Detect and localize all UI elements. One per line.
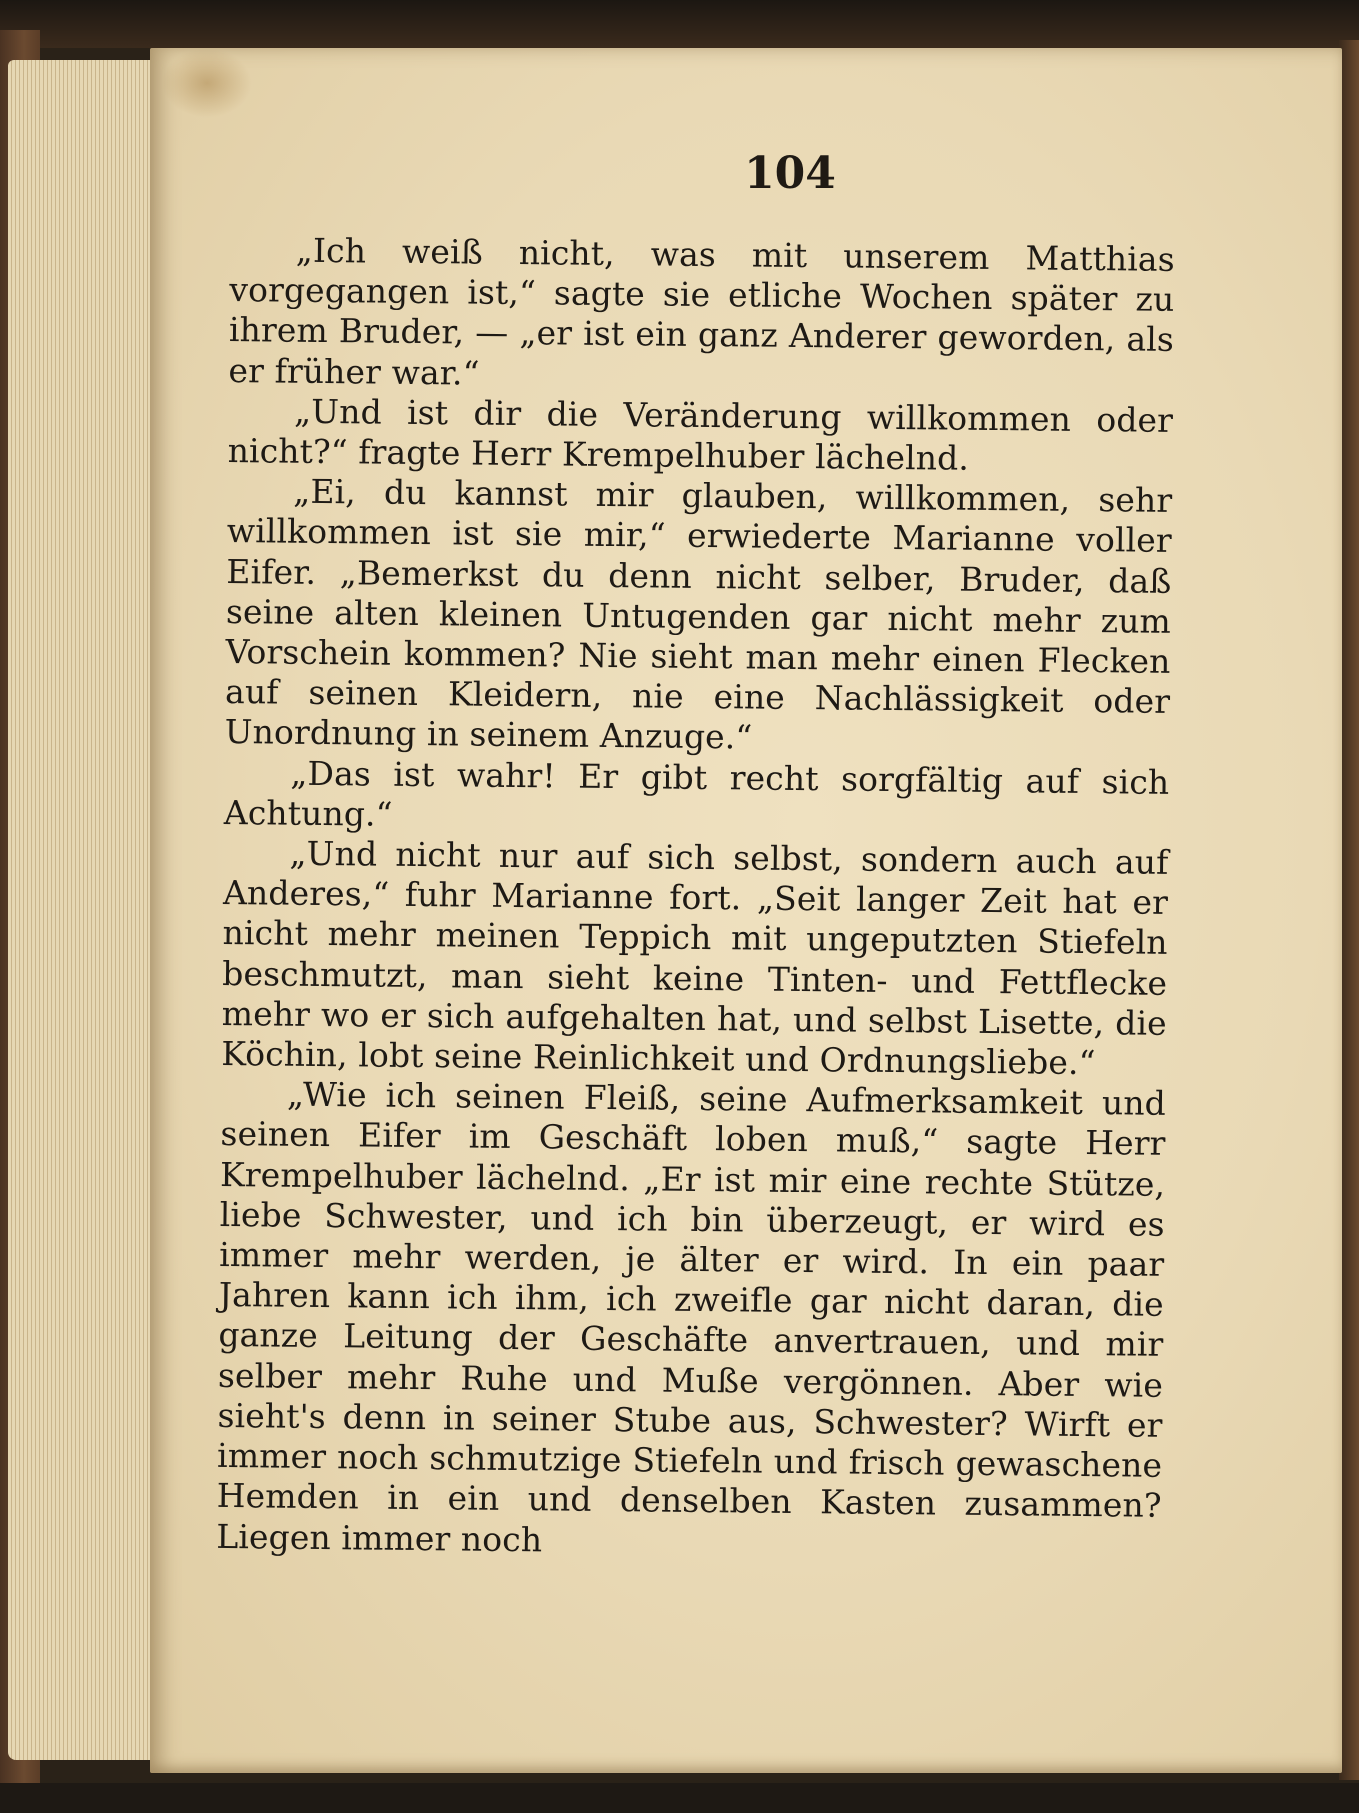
paragraph: „Ei, du kannst mir glauben, willkommen, sehr willkommen ist sie mir,“ erwiederte Marianne voller Eifer. „Bemerkst du denn nicht selber, Bruder, daß seine alten kleinen Untugenden gar nicht mehr zum Vorschein kommen? Nie sieht man mehr einen Flecken auf seinen Kleidern, nie eine Nachlässigkeit oder Unordnung in seinem Anzuge.“ [224,471,1173,757]
page-number: 104 [744,148,836,199]
background [0,0,1359,48]
page-edges [8,60,158,1760]
book-cover-right [1339,40,1359,1780]
paragraph: „Und ist dir die Veränderung willkommen oder nicht?“ fragte Herr Krempelhuber lächelnd. [227,391,1174,478]
paragraph: „Ich weiß nicht, was mit unserem Matthias vorgegangen ist,“ sagte sie etliche Wochen später zu ihrem Bruder, — „er ist ein ganz Anderer geworden, als er früher war.“ [228,230,1175,393]
book-bottom-edge [0,1783,1359,1813]
body-text [216,230,1175,1567]
paragraph: „Wie ich seinen Fleiß, seine Aufmerksamkeit und seinen Eifer im Geschäft loben muß,“ sagte Herr Krempelhuber lächelnd. „Er ist mir eine rechte Stütze, liebe Schwester, und ich bin überzeugt, er wird es immer mehr werden, je älter er wird. In ein paar Jahren kann ich ihm, ich zweifle gar nicht daran, die ganze Leitung der Geschäfte anvertrauen, und mir selber mehr Ruhe und Muße vergönnen. Aber wie sieht's denn in seiner Stube aus, Schwester? Wirft er immer noch schmutzige Stiefeln und frisch gewaschene Hemden in ein und denselben Kasten zusammen? Liegen immer noch [216,1074,1167,1559]
paper-stain [162,48,252,118]
paragraph: „Das ist wahr! Er gibt recht sorgfältig auf sich Achtung.“ [223,753,1170,834]
book-page [150,48,1342,1773]
paragraph: „Und nicht nur auf sich selbst, sondern auch auf Anderes,“ fuhr Marianne fort. „Seit langer Zeit hat er nicht mehr meinen Teppich mit ungeputzten Stiefeln beschmutzt, man sieht keine Tinten- und Fettflecke mehr wo er sich aufgehalten hat, und selbst Lisette, die Köchin, lobt seine Reinlichkeit und Ordnungsliebe.“ [221,833,1169,1083]
